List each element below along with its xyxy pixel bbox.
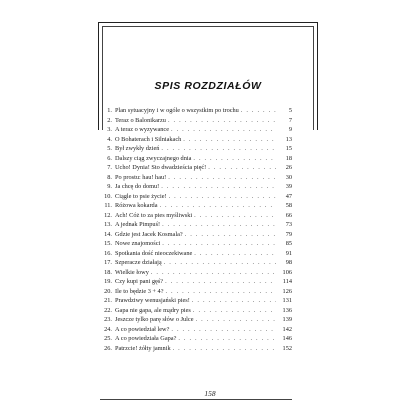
toc-entry-number: 22. [104, 306, 112, 314]
toc-entry-title: Ja chcę do domu! [115, 183, 160, 190]
toc-dot-leader [194, 211, 276, 221]
toc-entry [100, 211, 292, 221]
toc-entry-number: 19. [104, 278, 112, 285]
toc-entry-title: A co powiedziała Gapa? [115, 335, 177, 342]
toc-entry [100, 144, 292, 154]
toc-entry-title: A jednak Pimpuś! [115, 221, 161, 228]
toc-entry-page: 66 [285, 211, 292, 219]
toc-entry [100, 258, 292, 268]
toc-entry-title: Patrzcie! żółty jamnik [115, 344, 171, 352]
toc-entry-page: 139 [282, 316, 292, 323]
toc-entry [100, 106, 292, 116]
toc-entry-page: 146 [282, 335, 292, 342]
toc-entry-page: 136 [282, 306, 292, 314]
toc-dot-leader [161, 182, 276, 192]
toc-dot-leader [162, 239, 276, 249]
toc-entry-number: 7. [107, 164, 112, 171]
footer-rule [100, 399, 292, 400]
toc-entry-page: 106 [282, 268, 292, 276]
toc-entry-title: Ciągle to psie życie! [115, 192, 167, 200]
toc-entry-page: 47 [285, 192, 292, 200]
toc-entry-page: 7 [288, 116, 292, 124]
toc-entry-page: 126 [282, 287, 292, 295]
toc-entry [100, 230, 292, 240]
toc-entry [100, 315, 292, 325]
toc-dot-leader [151, 268, 276, 278]
toc-entry-title: O Bohaterach i Silniakach [115, 135, 182, 143]
toc-dot-leader [171, 125, 276, 135]
toc-entry-number: 2. [107, 116, 112, 124]
toc-entry-number: 4. [107, 135, 112, 143]
toc-dot-leader [194, 249, 276, 259]
toc-entry-number: 20. [104, 287, 112, 295]
heading-container [98, 76, 318, 94]
toc-entry-number: 12. [104, 211, 112, 219]
toc-dot-leader [208, 163, 276, 173]
toc-entry-page: 30 [285, 173, 292, 181]
toc-entry-page: 98 [285, 259, 292, 266]
toc-entry-page: 152 [282, 344, 292, 352]
toc-entry-title: Nowe znajomości [115, 240, 161, 247]
toc-entry-title: Ucho! Dynia! Sto dwadzieścia pięć! [115, 164, 207, 171]
toc-entry-page: 91 [285, 249, 292, 257]
toc-entry-page: 39 [285, 183, 292, 190]
toc-entry-number: 5. [107, 145, 112, 152]
toc-entry [100, 344, 292, 354]
toc-entry-number: 24. [104, 325, 112, 333]
toc-dot-leader [196, 315, 276, 325]
toc-entry [100, 220, 292, 230]
toc-dot-leader [164, 258, 276, 268]
page-title: SPIS ROZDZIAŁÓW [149, 80, 268, 92]
toc-entry-page: 73 [285, 221, 292, 228]
toc-entry-title: Gapa nie gapa, ale mądry pies [115, 306, 191, 314]
table-of-contents [100, 106, 292, 353]
toc-entry-title: Szperacze działają [115, 259, 162, 266]
toc-entry-number: 10. [104, 192, 112, 200]
toc-entry [100, 201, 292, 211]
toc-entry-page: 5 [288, 107, 292, 114]
toc-entry-page: 79 [285, 230, 292, 238]
toc-dot-leader [193, 154, 276, 164]
toc-entry-number: 8. [107, 173, 112, 181]
toc-entry [100, 287, 292, 297]
toc-entry-number: 18. [104, 268, 112, 276]
toc-entry-number: 3. [107, 126, 112, 133]
toc-entry-number: 14. [104, 230, 112, 238]
toc-dot-leader [169, 192, 276, 202]
toc-entry [100, 135, 292, 145]
toc-entry-page: 26 [285, 164, 292, 171]
toc-entry-title: Po prostu: hau! hau! [115, 173, 167, 181]
toc-entry [100, 268, 292, 278]
toc-entry [100, 306, 292, 316]
toc-entry-title: Dalszy ciąg zwyczajnego dnia [115, 154, 192, 162]
toc-entry-title: Czy kupi pani gęś? [115, 278, 164, 285]
toc-entry-title: Plan sytuacyjny i w ogóle o wszystkim po trochu [115, 107, 239, 114]
toc-entry-number: 15. [104, 240, 112, 247]
toc-dot-leader [173, 344, 276, 354]
toc-entry [100, 249, 292, 259]
toc-dot-leader [183, 135, 276, 145]
toc-entry [100, 192, 292, 202]
toc-entry-number: 23. [104, 316, 112, 323]
toc-entry [100, 182, 292, 192]
toc-entry-number: 6. [107, 154, 112, 162]
toc-entry-page: 18 [285, 154, 292, 162]
toc-dot-leader [162, 220, 276, 230]
toc-entry [100, 154, 292, 164]
toc-entry-title: Prawdziwy wenusjański pies! [115, 297, 190, 304]
toc-dot-leader [178, 334, 276, 344]
toc-dot-leader [192, 296, 276, 306]
toc-dot-leader [241, 106, 276, 116]
toc-entry-number: 26. [104, 344, 112, 352]
toc-entry-title: Różowa kokarda [115, 202, 158, 209]
toc-entry-title: Teraz o Balonikarzu [115, 116, 166, 124]
toc-dot-leader [185, 230, 276, 240]
toc-dot-leader [193, 306, 276, 316]
toc-entry-title: A co powiedział lew? [115, 325, 170, 333]
toc-entry-number: 13. [104, 221, 112, 228]
toc-entry [100, 277, 292, 287]
toc-dot-leader [165, 287, 276, 297]
toc-entry-title: Jeszcze tylko parę słów o Julce [115, 316, 194, 323]
toc-entry-title: Spotkania dość nieoczekiwane [115, 249, 193, 257]
toc-entry-title: Ile to będzie 3 + 4? [115, 287, 164, 295]
toc-entry-number: 17. [104, 259, 112, 266]
toc-entry [100, 173, 292, 183]
toc-entry [100, 334, 292, 344]
toc-entry-page: 142 [282, 325, 292, 333]
toc-entry-page: 15 [285, 145, 292, 152]
toc-entry [100, 325, 292, 335]
toc-entry-title: Wielkie łowy [115, 268, 149, 276]
toc-entry [100, 163, 292, 173]
toc-entry-page: 9 [288, 126, 292, 133]
toc-entry-page: 58 [285, 202, 292, 209]
toc-dot-leader [161, 144, 276, 154]
toc-entry-number: 1. [107, 107, 112, 114]
toc-entry-page: 114 [282, 278, 292, 285]
toc-entry-number: 11. [104, 202, 112, 209]
toc-entry [100, 116, 292, 126]
toc-dot-leader [165, 277, 276, 287]
toc-entry-number: 16. [104, 249, 112, 257]
toc-entry [100, 296, 292, 306]
toc-entry-title: Gdzie jest Jacek Kosmala? [115, 230, 183, 238]
toc-entry-page: 85 [285, 240, 292, 247]
toc-dot-leader [168, 173, 276, 183]
toc-dot-leader [171, 325, 276, 335]
toc-entry [100, 239, 292, 249]
toc-entry [100, 125, 292, 135]
toc-entry-title: Ach! Cóż to za pies myśliwski [115, 211, 193, 219]
toc-dot-leader [160, 201, 277, 211]
toc-entry-number: 25. [104, 335, 112, 342]
toc-entry-title: Był zwykły dzień [115, 145, 160, 152]
toc-dot-leader [168, 116, 276, 126]
toc-entry-page: 131 [282, 297, 292, 304]
toc-entry-number: 9. [107, 183, 112, 190]
toc-entry-number: 21. [104, 297, 112, 304]
page-number: 158 [204, 389, 216, 398]
toc-entry-page: 13 [285, 135, 292, 143]
toc-entry-title: A teraz o wyzywance [115, 126, 170, 133]
